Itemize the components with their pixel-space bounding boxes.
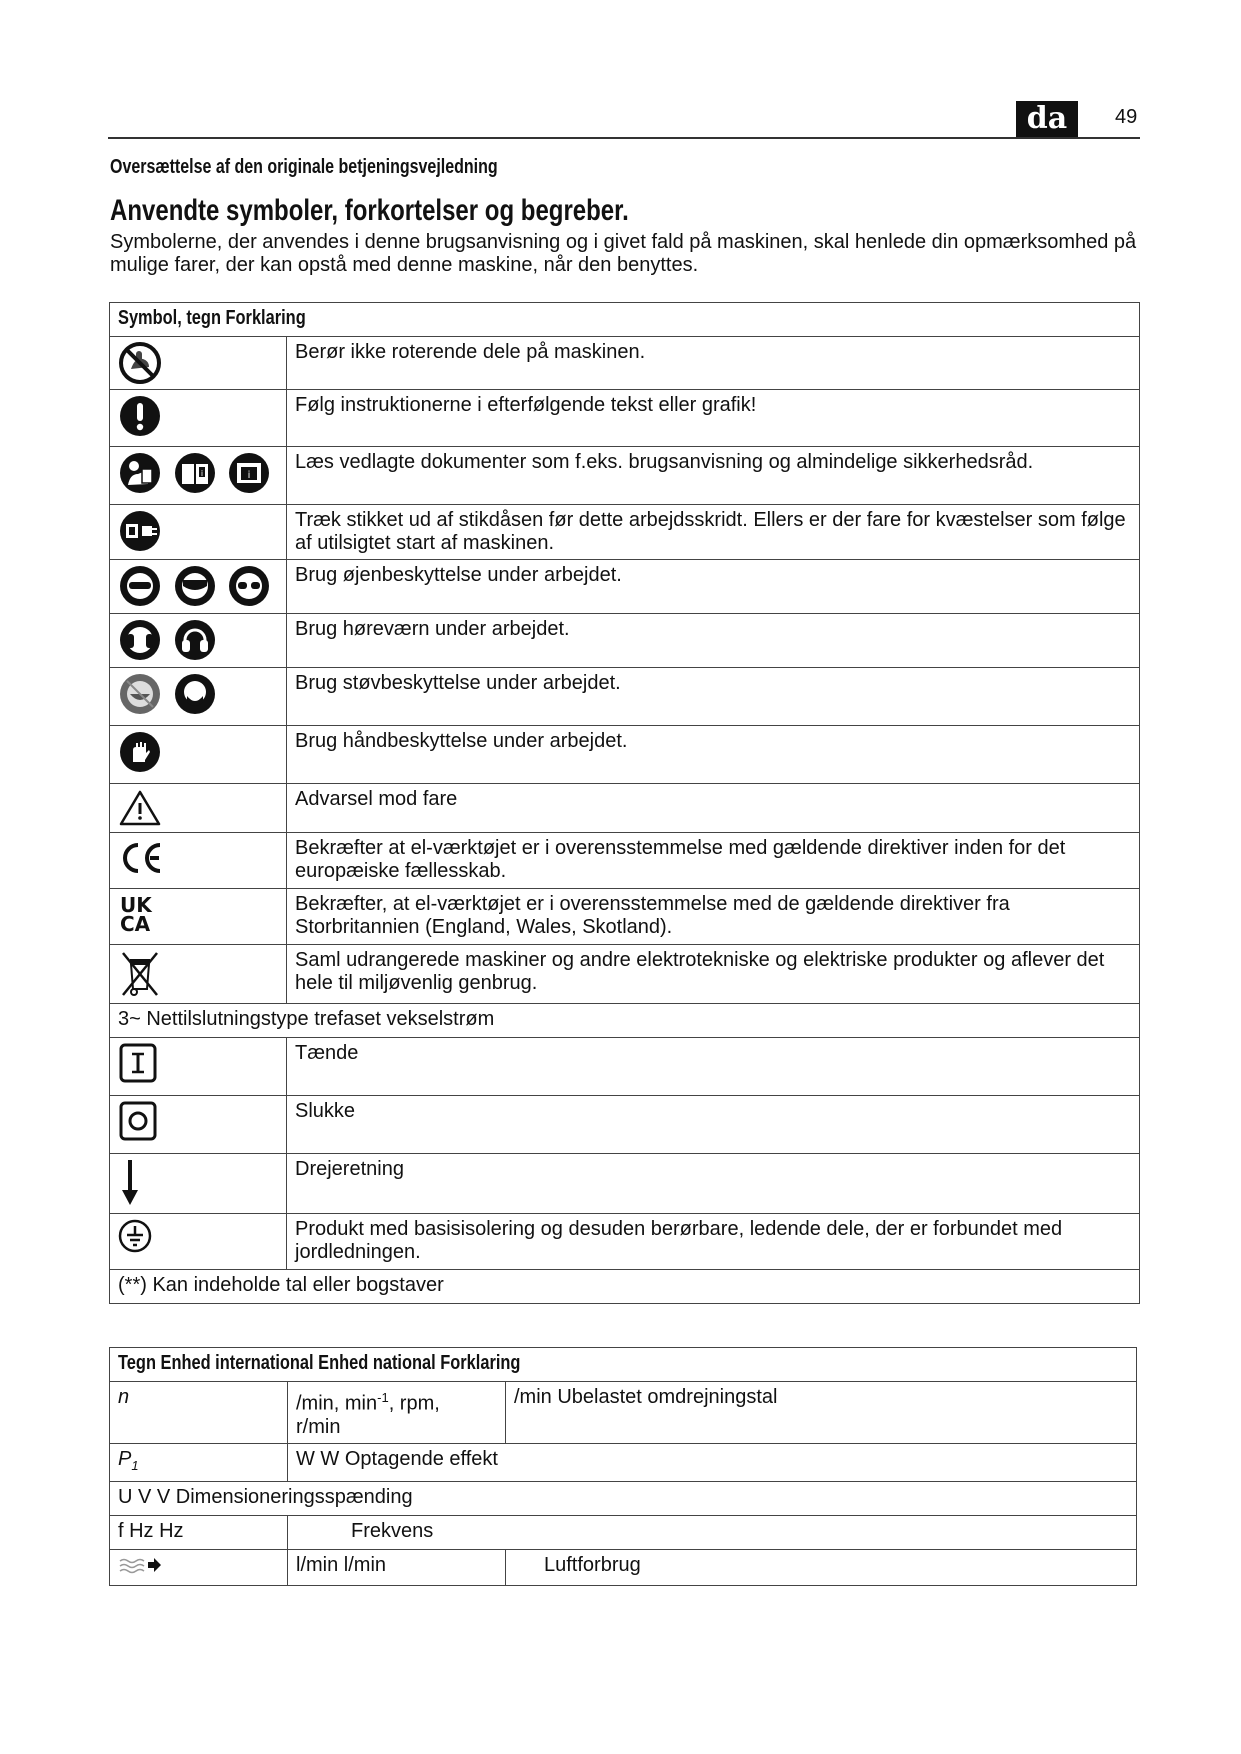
units-table-header: Tegn Enhed international Enhed national Forklaring: [110, 1348, 1137, 1382]
unit-sign-cell: $P_1$: [110, 1443, 288, 1481]
explanation-cell: Slukke: [287, 1096, 1140, 1154]
read-manual-icon: [118, 451, 162, 495]
dust-mask-icon: [118, 672, 162, 716]
symbol-cell: [110, 390, 287, 447]
switch-on-icon: [118, 1042, 158, 1084]
rotation-arrow-icon: [118, 1158, 148, 1208]
eye-protection-icon: [118, 564, 162, 608]
no-touch-rotating-icon: [118, 341, 162, 385]
explanation-cell: Saml udrangerede maskiner og andre elektrotekniske og elektriske produkter og aflever det hele til miljøvenlig genbrug.: [287, 945, 1140, 1004]
gloves-icon: [118, 730, 162, 774]
explanation-cell: Følg instruktionerne i efterfølgende tekst eller grafik!: [287, 390, 1140, 447]
explanation-cell: Brug støvbeskyttelse under arbejdet.: [287, 668, 1140, 726]
units-table: [109, 1347, 1137, 1586]
explanation-cell: Advarsel mod fare: [287, 784, 1140, 833]
explanation-cell: Træk stikket ud af stikdåsen før dette arbejdsskridt. Ellers er der fare for kvæstelser som følge af utilsigtet start af maskinen.: [287, 505, 1140, 560]
unit-explanation-cell: Frekvens: [288, 1515, 1137, 1549]
symbol-cell: [110, 889, 287, 945]
ear-protection-icon: [118, 618, 162, 662]
symbols-table: [109, 302, 1140, 1304]
svg-text:i: i: [247, 470, 251, 481]
symbol-cell: [110, 1154, 287, 1214]
unit-sign-cell: [110, 1549, 288, 1585]
symbol-cell: [110, 447, 287, 505]
face-shield-icon: [173, 564, 217, 608]
explanation-cell: Tænde: [287, 1038, 1140, 1096]
ear-muffs-icon: [173, 618, 217, 662]
unit-international-cell: l/min l/min: [288, 1549, 506, 1585]
explanation-cell: Læs vedlagte dokumenter som f.eks. brugsanvisning og almindelige sikkerhedsråd.: [287, 447, 1140, 505]
ce-mark-icon: [118, 837, 166, 877]
unit-voltage-row: U V V Dimensioneringsspænding: [110, 1481, 1137, 1515]
language-badge: da: [1016, 101, 1078, 137]
symbol-cell: [110, 1038, 287, 1096]
ukca-mark-icon: [118, 893, 158, 935]
respirator-icon: [173, 672, 217, 716]
symbol-cell: [110, 726, 287, 784]
goggles-icon: [227, 564, 271, 608]
symbols-table-header: Symbol, tegn Forklaring: [110, 303, 1140, 337]
explanation-cell: Brug håndbeskyttelse under arbejdet.: [287, 726, 1140, 784]
svg-text:CA: CA: [120, 912, 151, 935]
exclamation-icon: [118, 394, 162, 438]
unit-explanation-cell: Luftforbrug: [506, 1549, 1137, 1585]
unit-sign-cell: f Hz Hz: [110, 1515, 288, 1549]
symbol-cell: [110, 560, 287, 614]
manual-booklet-icon: [227, 451, 271, 495]
warning-triangle-icon: [118, 788, 162, 828]
footnote-row: (**) Kan indeholde tal eller bogstaver: [110, 1270, 1140, 1304]
unit-explanation-cell: /min Ubelastet omdrejningstal: [506, 1382, 1137, 1444]
unit-international-cell: /min, $\min^{-1}$, rpm, r/min: [288, 1382, 506, 1444]
unplug-icon: [118, 509, 162, 553]
symbol-cell: [110, 784, 287, 833]
symbol-cell: [110, 668, 287, 726]
explanation-cell: Brug høreværn under arbejdet.: [287, 614, 1140, 668]
earth-ground-icon: [118, 1218, 158, 1258]
explanation-cell: Bekræfter, at el-værktøjet er i overensstemmelse med de gældende direktiver fra Storbritannien (England, Wales, Skotland).: [287, 889, 1140, 945]
svg-text:UK: UK: [120, 893, 152, 917]
three-phase-row: 3~ Nettilslutningstype trefaset vekselstrøm: [110, 1004, 1140, 1038]
unit-sign-cell: n: [110, 1382, 288, 1444]
manual-book-icon: [173, 451, 217, 495]
symbol-cell: [110, 337, 287, 390]
explanation-cell: Drejeretning: [287, 1154, 1140, 1214]
page-number: 49: [1115, 106, 1138, 128]
explanation-cell: Produkt med basisisolering og desuden berørbare, ledende dele, der er forbundet med jordledningen.: [287, 1214, 1140, 1270]
switch-off-icon: [118, 1100, 158, 1142]
symbol-cell: [110, 833, 287, 889]
symbol-cell: [110, 1096, 287, 1154]
svg-text:i: i: [200, 469, 203, 478]
explanation-cell: Brug øjenbeskyttelse under arbejdet.: [287, 560, 1140, 614]
document-subtitle: Oversættelse af den originale betjeningsvejledning: [110, 156, 498, 178]
symbol-cell: [110, 1214, 287, 1270]
symbol-cell: [110, 945, 287, 1004]
header-rule: [108, 137, 1140, 139]
intro-paragraph: Symbolerne, der anvendes i denne brugsanvisning og i givet fald på maskinen, skal henlede din opmærksomhed på mulige farer, der kan opstå med denne maskine, når den benyttes.: [110, 231, 1137, 276]
symbol-cell: [110, 505, 287, 560]
explanation-cell: Berør ikke roterende dele på maskinen.: [287, 337, 1140, 390]
unit-international-cell: W W Optagende effekt: [288, 1443, 1137, 1481]
section-title: Anvendte symboler, forkortelser og begreber.: [110, 194, 629, 227]
symbol-cell: [110, 614, 287, 668]
weee-bin-icon: [118, 949, 162, 999]
airflow-icon: [118, 1554, 162, 1574]
explanation-cell: Bekræfter at el-værktøjet er i overensstemmelse med gældende direktiver inden for det europæiske fællesskab.: [287, 833, 1140, 889]
